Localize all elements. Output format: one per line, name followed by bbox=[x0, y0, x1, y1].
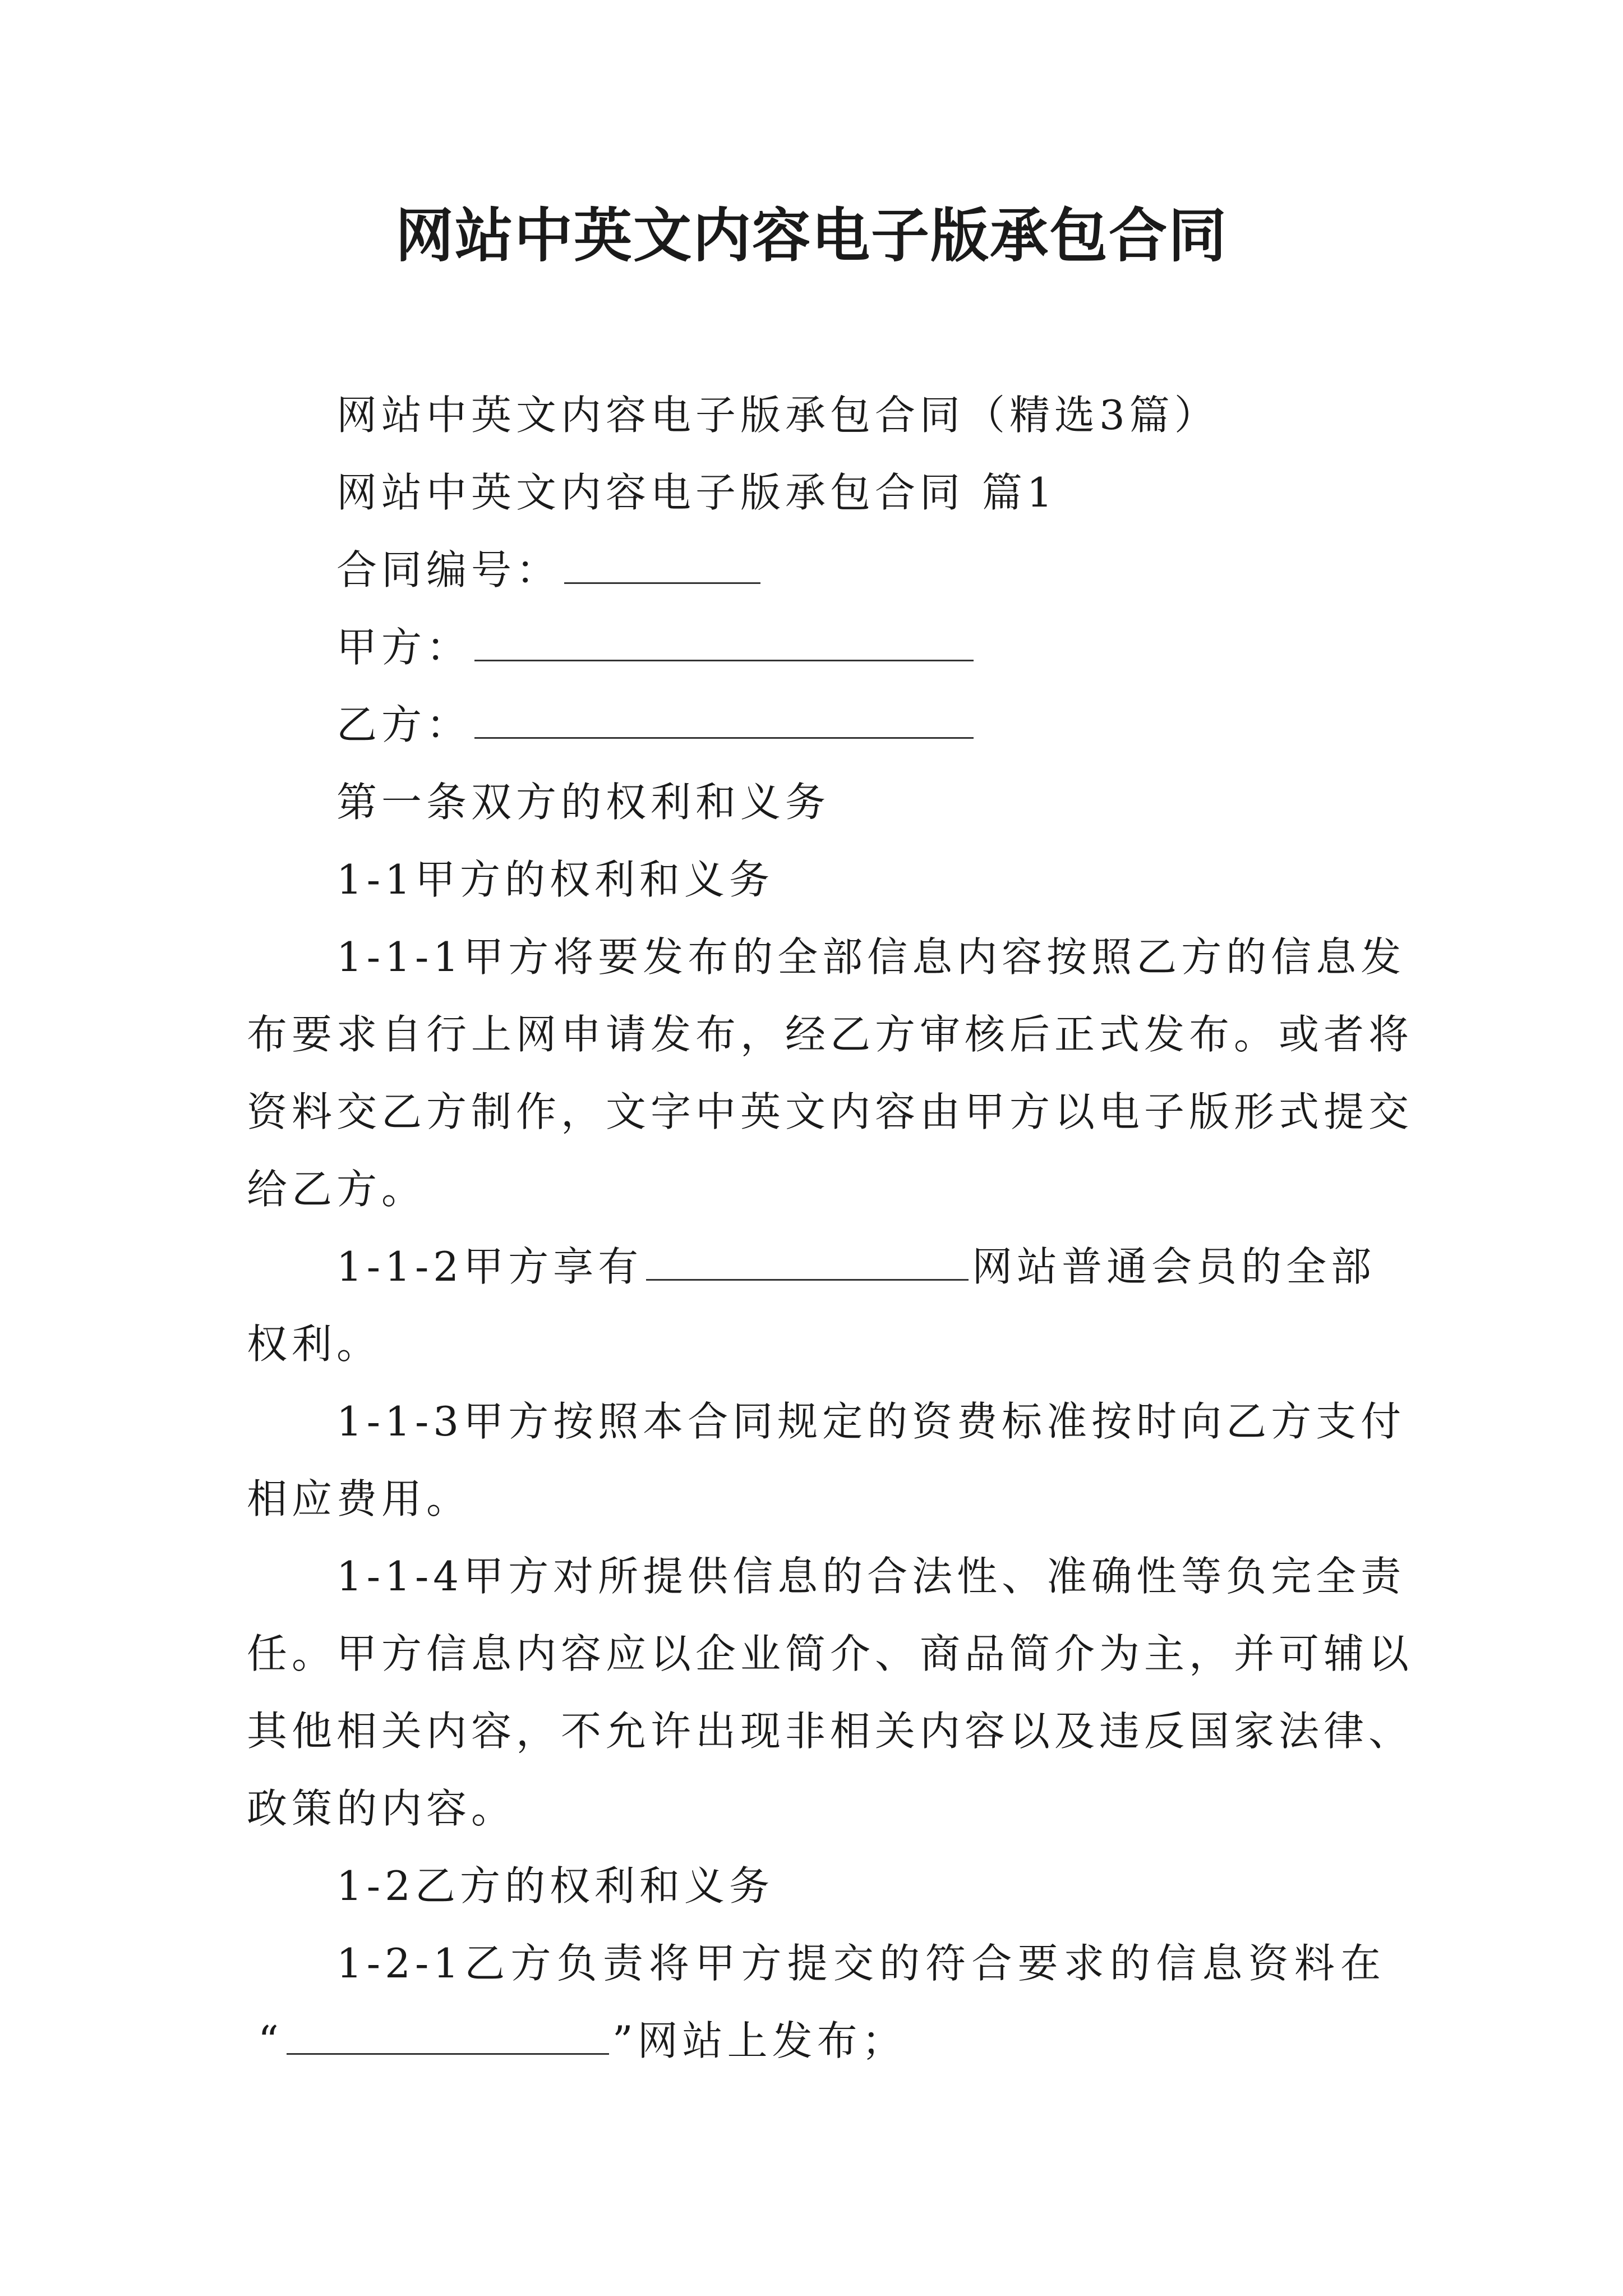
paragraph-line: 1-1-1甲方将要发布的全部信息内容按照乙方的信息发 bbox=[336, 933, 1406, 981]
paragraph-line: 任。甲方信息内容应以企业简介、商品简介为主，并可辅以 bbox=[247, 1630, 1414, 1677]
paragraph-line: 权利。 bbox=[247, 1320, 382, 1368]
page-title: 网站中英文内容电子版承包合同 bbox=[395, 201, 1228, 270]
website-blank bbox=[287, 2018, 609, 2055]
party-b-label: 乙方： bbox=[336, 701, 472, 748]
paragraph-line: 其他相关内容，不允许出现非相关内容以及违反国家法律、 bbox=[247, 1708, 1414, 1755]
membership-blank bbox=[646, 1244, 969, 1281]
contract-number-label: 合同编号： bbox=[336, 546, 561, 593]
party-a-row bbox=[336, 619, 977, 675]
quote-open: “ bbox=[258, 2017, 283, 2064]
paragraph-line bbox=[336, 1239, 1376, 1295]
clause-heading: 1-2乙方的权利和义务 bbox=[336, 1862, 774, 1910]
party-b-row bbox=[336, 697, 977, 753]
article-heading: 第一条双方的权利和义务 bbox=[336, 779, 831, 826]
party-b-blank bbox=[474, 702, 974, 739]
clause-heading: 1-1甲方的权利和义务 bbox=[336, 856, 774, 903]
section-heading: 网站中英文内容电子版承包合同 篇1 bbox=[336, 469, 1057, 516]
paragraph-line: 相应费用。 bbox=[247, 1475, 472, 1522]
paragraph-line: 1-2-1乙方负责将甲方提交的符合要求的信息资料在 bbox=[336, 1940, 1385, 1987]
paragraph-line: 布要求自行上网申请发布，经乙方审核后正式发布。或者将 bbox=[247, 1011, 1414, 1058]
party-a-label: 甲方： bbox=[336, 624, 472, 671]
paragraph-line: 政策的内容。 bbox=[247, 1785, 517, 1832]
clause-text: ”网站上发布； bbox=[612, 2017, 907, 2064]
party-a-blank bbox=[474, 625, 974, 661]
paragraph-line: 给乙方。 bbox=[247, 1166, 427, 1213]
subtitle-line: 网站中英文内容电子版承包合同（精选3篇） bbox=[336, 392, 1219, 439]
paragraph-line: 资料交乙方制作，文字中英文内容由甲方以电子版形式提交 bbox=[247, 1088, 1414, 1135]
contract-number-row bbox=[336, 542, 764, 598]
paragraph-line bbox=[258, 2013, 907, 2069]
paragraph-line: 1-1-4甲方对所提供信息的合法性、准确性等负完全责 bbox=[336, 1553, 1406, 1600]
contract-number-blank bbox=[564, 547, 760, 584]
clause-text: 1-1-2甲方享有 bbox=[336, 1243, 643, 1290]
clause-text: 网站普通会员的全部 bbox=[972, 1243, 1376, 1290]
paragraph-line: 1-1-3甲方按照本合同规定的资费标准按时向乙方支付 bbox=[336, 1398, 1406, 1445]
